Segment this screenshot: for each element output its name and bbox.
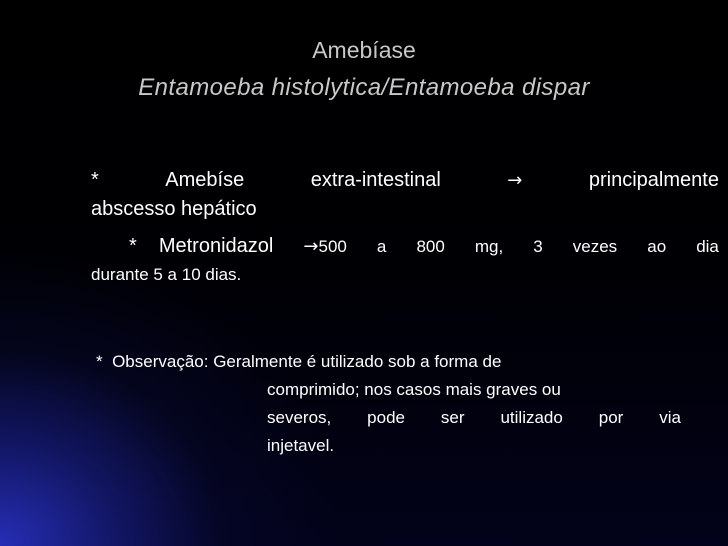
paragraph-line [96, 348, 696, 376]
slide-title: Amebíase [312, 37, 416, 63]
drug-name: Metronidazol [158, 235, 274, 257]
paragraph-line [91, 232, 719, 261]
text-word: ao [647, 237, 667, 256]
text-word: utilizado [500, 408, 563, 427]
text-word: extra-intestinal [310, 169, 441, 191]
text-word: Amebíse [165, 169, 245, 191]
text-word: mg, [474, 237, 504, 256]
text-word: severos, [267, 408, 332, 427]
text-word: dia [696, 237, 719, 256]
paragraph-treatment [91, 232, 719, 289]
bullet-marker: * [96, 352, 103, 371]
text-word: principalmente [588, 169, 719, 191]
text-word: 800 [416, 237, 445, 256]
text-word: pode [367, 408, 405, 427]
text-word: por [598, 408, 624, 427]
bullet-marker: * [129, 235, 137, 257]
bullet-marker: * [91, 169, 99, 191]
text-word: via [659, 408, 681, 427]
text-word: vezes [572, 237, 618, 256]
text-word: 3 [533, 237, 543, 256]
paragraph-extraintestinal [91, 166, 719, 223]
paragraph-line: comprimido; nos casos mais graves ou [267, 380, 561, 399]
slide-subtitle: Entamoeba histolytica/Entamoeba dispar [138, 74, 590, 101]
paragraph-line: durante 5 a 10 dias. [91, 265, 242, 284]
text-word: 500 [318, 237, 347, 256]
paragraph-line: injetavel. [267, 436, 335, 455]
paragraph-line [91, 166, 719, 195]
paragraph-line: abscesso hepático [91, 198, 257, 220]
text-word: ser [440, 408, 465, 427]
text-word: a [376, 237, 387, 256]
dose-start [303, 233, 346, 261]
arrow-right-icon: → [507, 170, 523, 191]
observation-label: Observação: [112, 352, 209, 371]
arrow-right-icon: → [303, 236, 319, 257]
paragraph-line [267, 404, 681, 432]
observation-continuation [267, 376, 681, 460]
paragraph-observation [96, 348, 696, 460]
text-run: Geralmente é utilizado sob a forma de [213, 352, 502, 371]
